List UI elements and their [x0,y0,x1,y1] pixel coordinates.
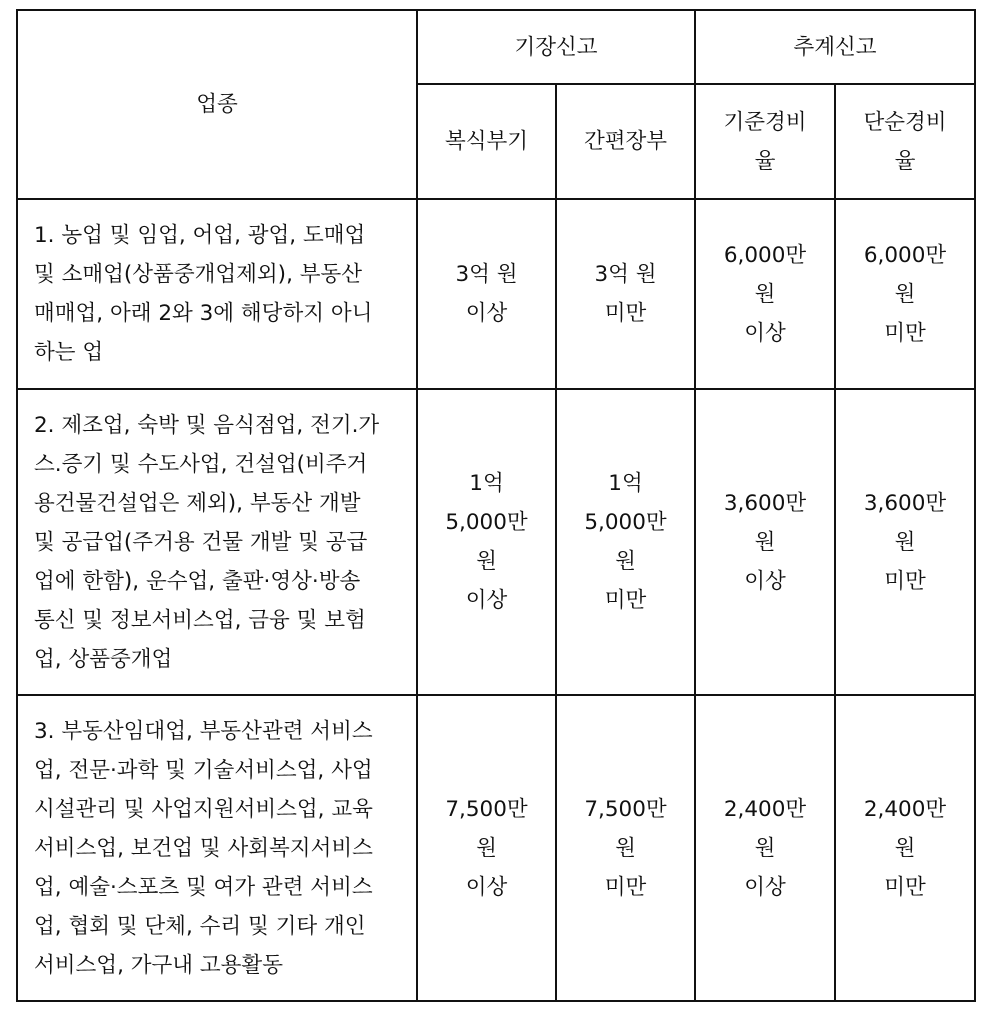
standard-rate-cell [695,695,835,1001]
industry-description [17,695,417,1001]
industry-line: 업, 상품중개업 [34,646,173,672]
double-entry-cell [417,695,556,1001]
value-line: 6,000만 [863,242,947,268]
header-row-1 [17,10,975,84]
header-standard-rate [695,84,835,199]
standard-rate-cell [695,199,835,389]
table-row [17,199,975,389]
header-simple-rate-line: 율 [894,148,916,174]
value-line: 6,000만 [723,242,807,268]
filing-threshold-table [16,9,976,1002]
header-standard-rate-line: 율 [754,148,776,174]
value-line: 5,000만 [584,510,667,535]
value-line: 7,500만 [445,796,528,822]
value-line: 이상 [744,874,786,900]
value-line: 원 [754,835,776,861]
header-simple-ledger [556,84,695,199]
industry-line: 매매업, 아래 2와 3에 해당하지 아니 [34,301,373,326]
value-line: 미만 [604,301,647,326]
header-simple-rate-line: 단순경비 [863,109,947,135]
value-line: 3,600만 [723,490,807,516]
value-line: 미만 [604,874,647,900]
value-line: 원 [476,549,497,574]
header-double-entry [417,84,556,199]
header-industry-label: 업종 [196,92,238,117]
industry-line: 스.증기 및 수도사업, 건설업(비주거 [34,451,368,477]
value-line: 1억 [608,471,643,496]
header-simple-ledger-label: 간편장부 [583,129,668,154]
value-line: 이상 [465,874,508,900]
value-line: 이상 [465,588,508,613]
value-line: 원 [754,529,776,555]
industry-line: 및 소매업(상품중개업제외), 부동산 [34,262,363,287]
double-entry-cell [417,389,556,695]
value-line: 5,000만 [445,510,528,535]
value-line: 이상 [465,301,508,326]
industry-description [17,389,417,695]
header-simple-rate [835,84,975,199]
value-line: 3억 원 [594,262,657,287]
simple-ledger-cell [556,695,695,1001]
header-estimation [695,10,975,84]
value-line: 원 [754,281,776,307]
header-bookkeeping-label: 기장신고 [514,34,598,60]
simple-rate-cell [835,389,975,695]
value-line: 3,600만 [863,490,947,516]
value-line: 이상 [744,320,786,346]
value-line: 3억 원 [455,262,518,287]
value-line: 원 [894,835,916,861]
industry-line: 하는 업 [34,340,104,365]
industry-line: 업, 협회 및 단체, 수리 및 기타 개인 [34,913,366,939]
industry-line: 1. 농업 및 임업, 어업, 광업, 도매업 [34,223,366,248]
industry-line: 서비스업, 가구내 고용활동 [34,952,283,978]
industry-line: 업, 전문·과학 및 기술서비스업, 사업 [34,757,373,783]
value-line: 원 [894,281,916,307]
industry-line: 서비스업, 보건업 및 사회복지서비스 [34,835,373,861]
value-line: 2,400만 [863,796,947,822]
value-line: 2,400만 [723,796,807,822]
value-line: 미만 [884,874,926,900]
value-line: 원 [476,835,497,861]
industry-line: 통신 및 정보서비스업, 금융 및 보험 [34,607,366,633]
header-double-entry-label: 복식부기 [444,129,529,154]
value-line: 1억 [469,471,504,496]
value-line: 미만 [884,320,926,346]
simple-ledger-cell [556,199,695,389]
industry-description [17,199,417,389]
value-line: 이상 [744,568,786,594]
header-standard-rate-line: 기준경비 [723,109,807,135]
industry-line: 업, 예술·스포츠 및 여가 관련 서비스 [34,874,373,900]
industry-line: 및 공급업(주거용 건물 개발 및 공급 [34,529,368,555]
value-line: 미만 [604,588,647,613]
header-bookkeeping [417,10,695,84]
value-line: 미만 [884,568,926,594]
double-entry-cell [417,199,556,389]
value-line: 7,500만 [584,796,667,822]
simple-ledger-cell [556,389,695,695]
industry-line: 2. 제조업, 숙박 및 음식점업, 전기.가 [34,412,380,438]
simple-rate-cell [835,695,975,1001]
header-industry [17,10,417,199]
standard-rate-cell [695,389,835,695]
industry-line: 용건물건설업은 제외), 부동산 개발 [34,490,361,516]
value-line: 원 [894,529,916,555]
header-estimation-label: 추계신고 [793,34,877,60]
table-row [17,389,975,695]
value-line: 원 [615,835,636,861]
industry-line: 업에 한함), 운수업, 출판·영상·방송 [34,568,361,594]
simple-rate-cell [835,199,975,389]
industry-line: 시설관리 및 사업지원서비스업, 교육 [34,796,373,822]
industry-line: 3. 부동산임대업, 부동산관련 서비스 [34,718,373,744]
table-row [17,695,975,1001]
value-line: 원 [615,549,636,574]
